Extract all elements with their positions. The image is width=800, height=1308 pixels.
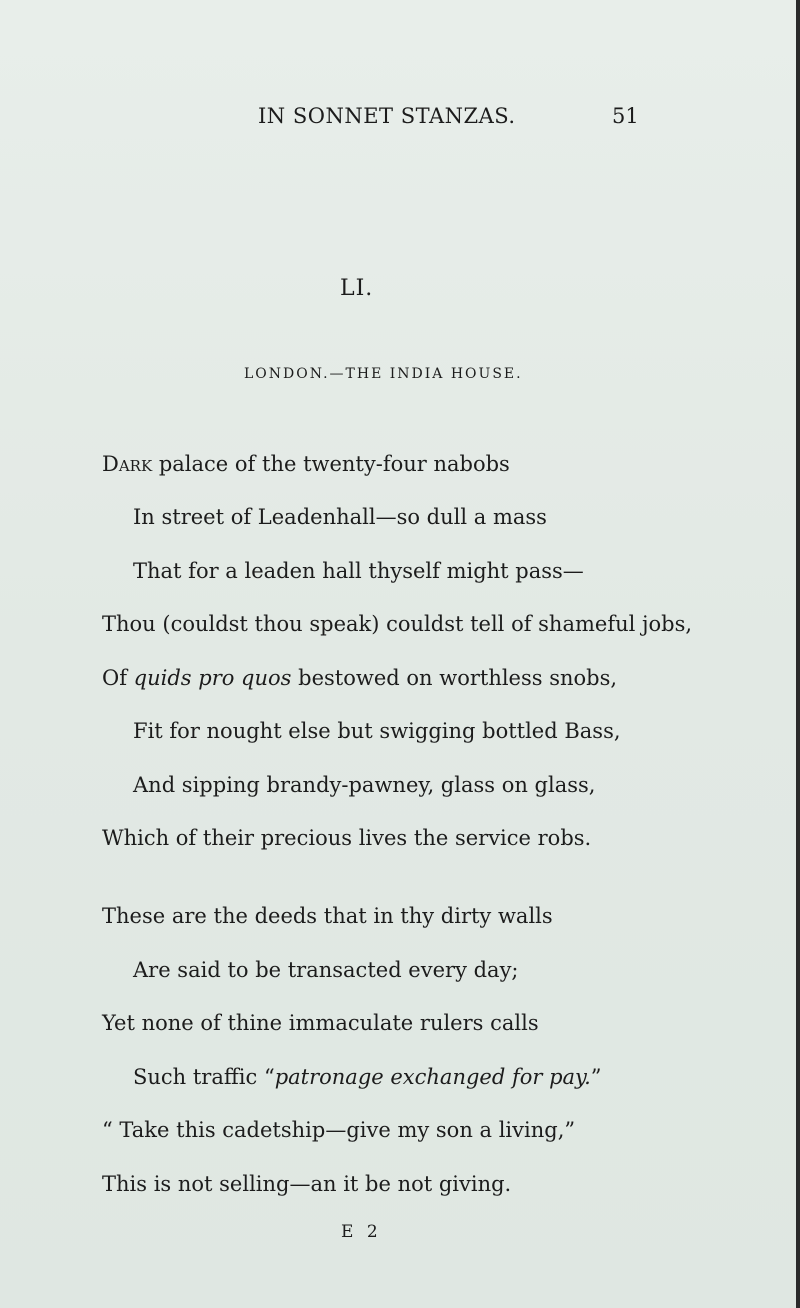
poem-line-9: These are the deeds that in thy dirty walls <box>102 904 553 928</box>
poem-line-3: That for a leaden hall thyself might pass— <box>133 559 584 583</box>
poem-line-1 <box>102 454 510 475</box>
sonnet-number: LI. <box>340 276 374 301</box>
italic-phrase: quids pro quos <box>133 666 292 690</box>
poem-line-6: Fit for nought else but swigging bottled Bass, <box>133 719 621 743</box>
line-text: bestowed on worthless snobs, <box>291 666 618 690</box>
sonnet-title: LONDON.—THE INDIA HOUSE. <box>244 366 523 382</box>
poem-line-10: Are said to be transacted every day; <box>133 958 519 982</box>
italic-phrase: patronage exchanged for pay. <box>274 1065 591 1089</box>
poem-line-12 <box>133 1067 602 1088</box>
poem-line-2: In street of Leadenhall—so dull a mass <box>133 505 547 529</box>
poem-line-8: Which of their precious lives the service robs. <box>102 826 592 850</box>
poem-line-14: This is not selling—an it be not giving. <box>102 1172 512 1196</box>
line-text: Such traffic “ <box>133 1065 275 1089</box>
line-text: ” <box>590 1065 602 1089</box>
running-head: IN SONNET STANZAS. <box>258 104 516 128</box>
poem-line-5 <box>102 668 617 689</box>
line-text: palace of the twenty-four nabobs <box>152 452 510 476</box>
poem-line-7: And sipping brandy-pawney, glass on glass, <box>133 773 596 797</box>
poem-line-13: “ Take this cadetship—give my son a living,” <box>102 1118 576 1142</box>
page-number: 51 <box>612 104 639 128</box>
poem-line-11: Yet none of thine immaculate rulers calls <box>102 1011 539 1035</box>
page-edge-shadow <box>796 0 800 1308</box>
line-text: Of <box>102 666 134 690</box>
poem-line-4: Thou (couldst thou speak) couldst tell of shameful jobs, <box>102 612 693 636</box>
drop-word: Dark <box>102 452 153 476</box>
signature-mark: E 2 <box>341 1222 382 1242</box>
